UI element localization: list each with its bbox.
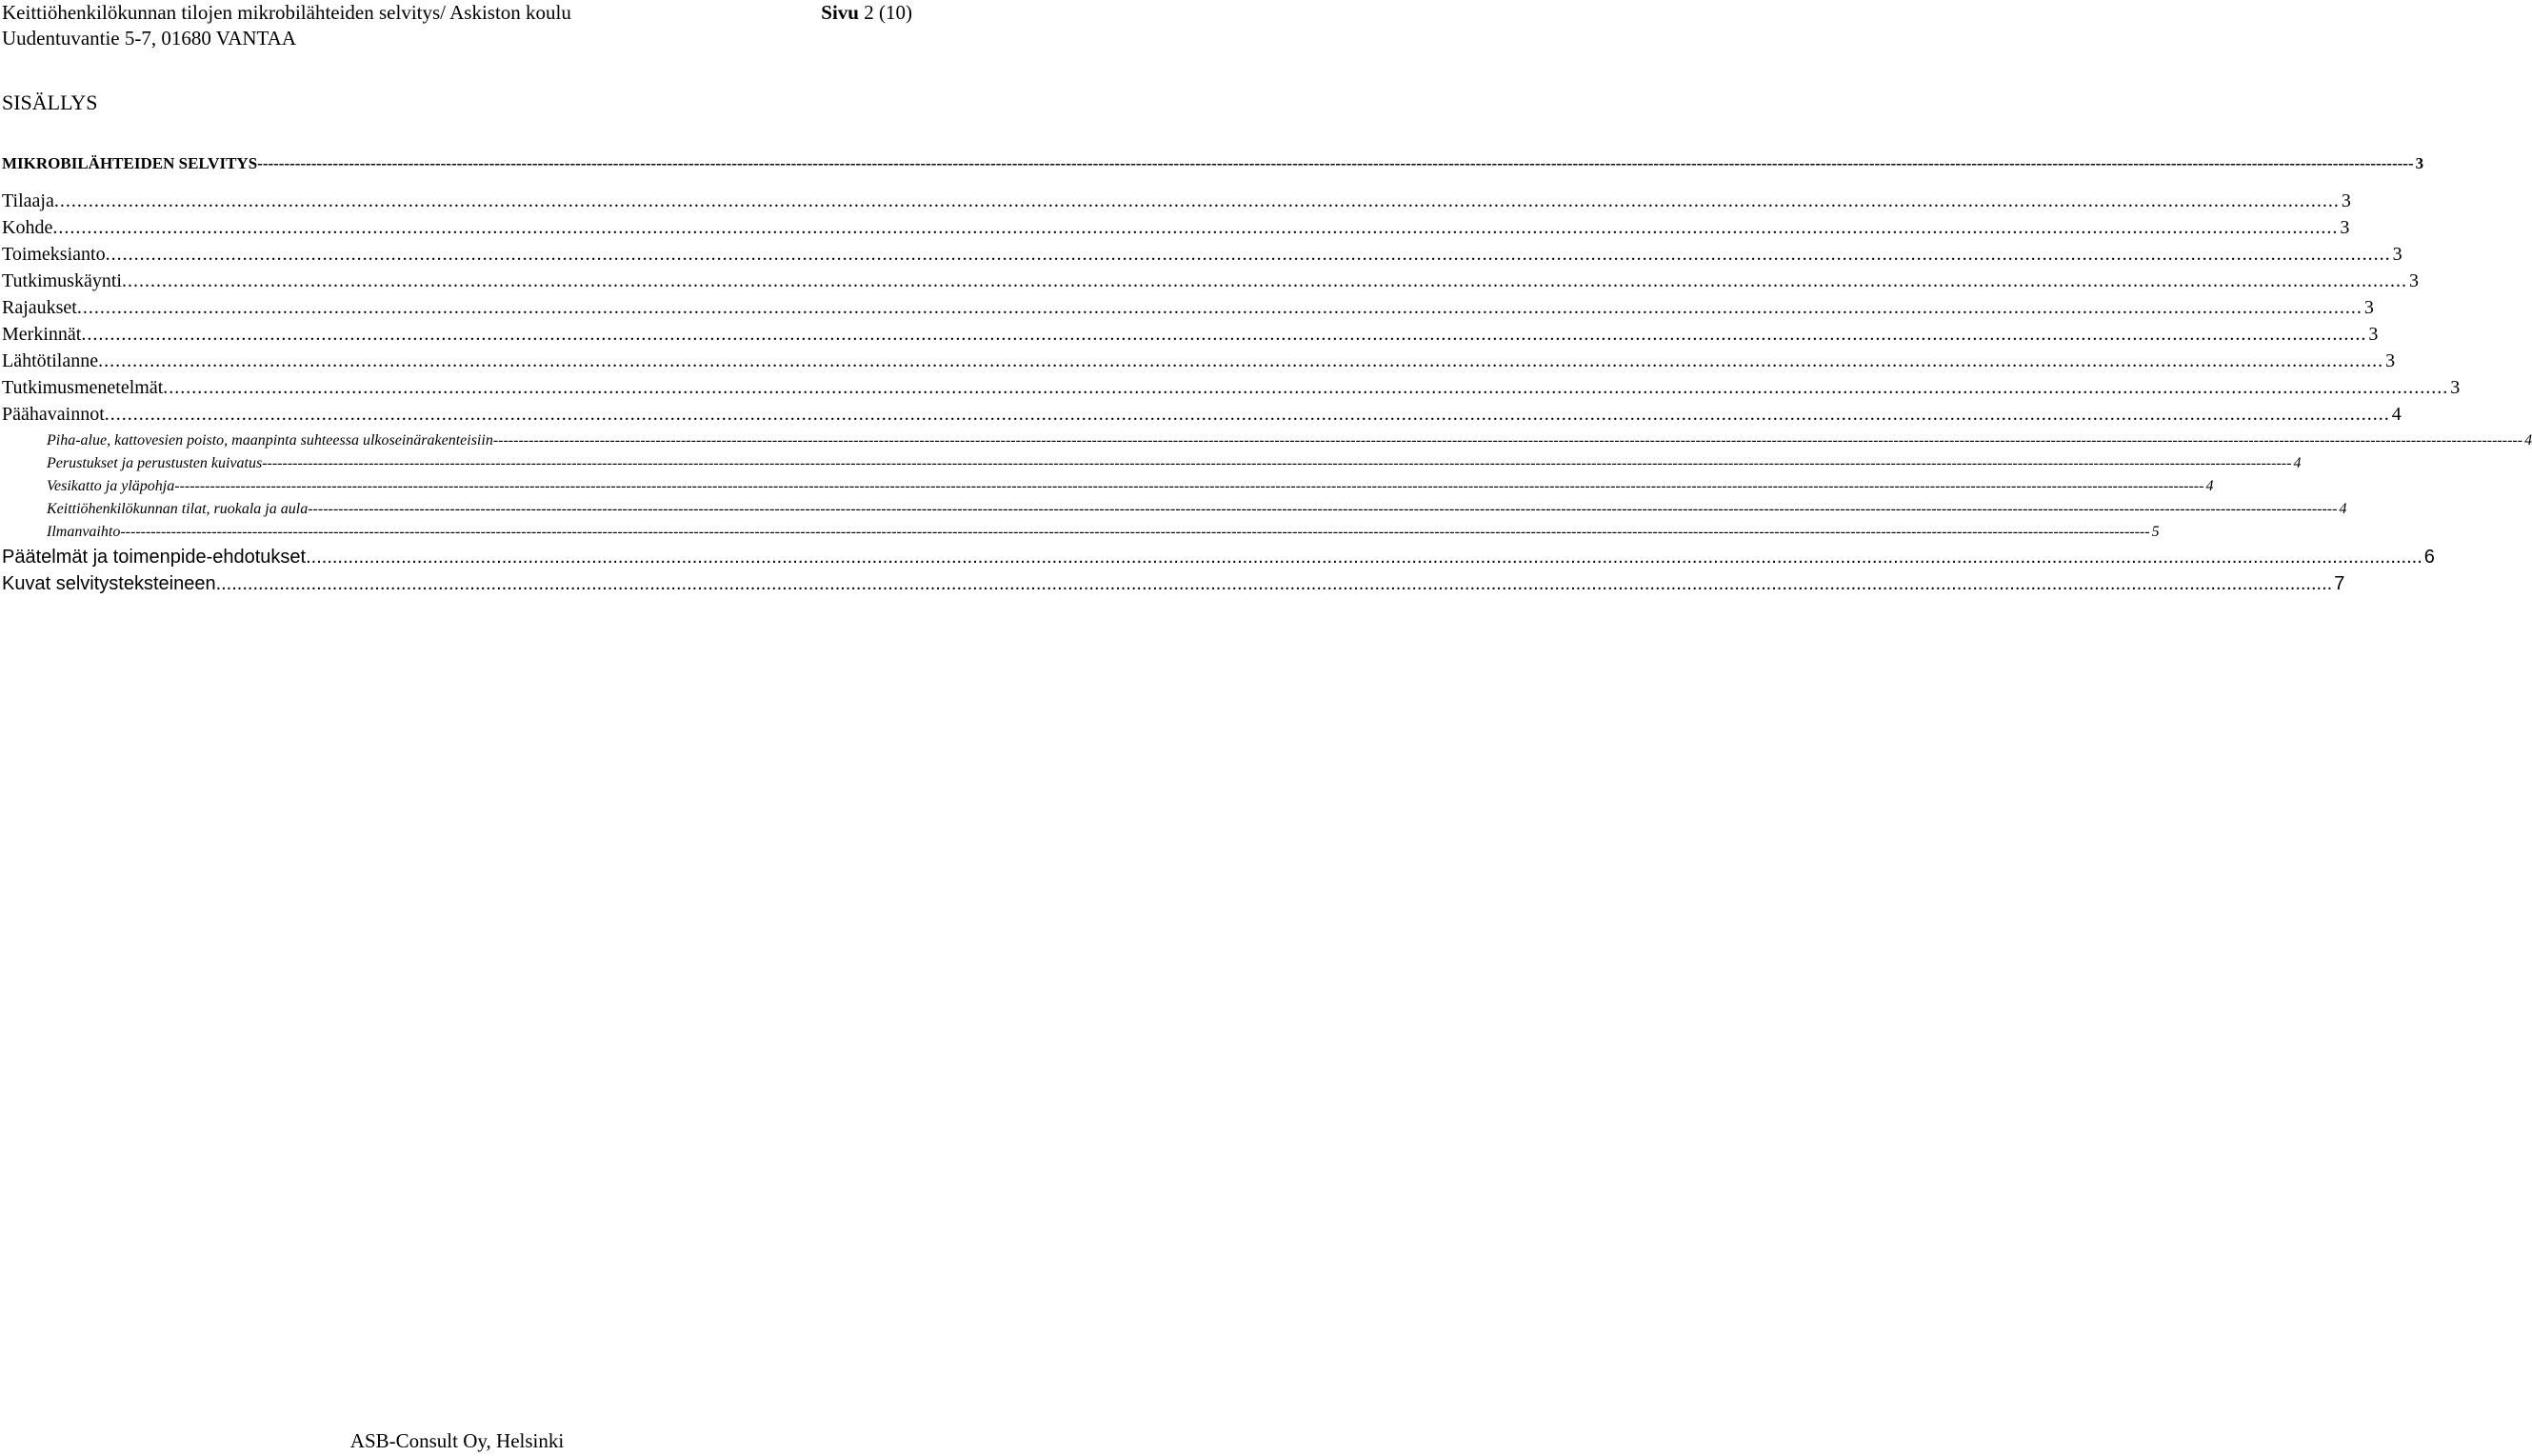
toc-entry-page: 4 xyxy=(2524,432,2532,449)
toc-entry-page: 3 xyxy=(2363,297,2374,318)
toc-entry-text: Päätelmät ja toimenpide-ehdotukset xyxy=(2,547,307,568)
toc-subentry[interactable] xyxy=(47,430,2532,450)
toc-leader: ---------------------------------------------------------------------------------------------------------------------------------------------------------------------------------------------------------------------------------------------------------------------------------------------------------------------------------------------------------------------------------------------------------------- xyxy=(492,432,2523,449)
toc-leader: ---------------------------------------------------------------------------------------------------------------------------------------------------------------------------------------------------------------------------------------------------------------------------------------------------------------------------------------------------------------------------------------------------------------- xyxy=(120,524,2150,540)
toc-entry-page: 4 xyxy=(2205,478,2214,494)
toc-leader: ................................................................................................................................................................................................................................................................................................................................................................................................................ xyxy=(215,573,2333,594)
toc-leader: ................................................................................................................................................................................................................................................................................................................................................................................................................ xyxy=(53,190,2340,211)
toc-entry[interactable] xyxy=(2,375,2461,400)
toc-subentry[interactable] xyxy=(47,453,2302,473)
toc-entry[interactable] xyxy=(2,571,2345,596)
page-number xyxy=(821,0,912,26)
toc-entry-text: Tutkimuskäynti xyxy=(2,270,122,291)
toc-entry-page: 5 xyxy=(2151,524,2160,540)
toc-leader: ---------------------------------------------------------------------------------------------------------------------------------------------------------------------------------------------------------------------------------------------------------------------------------------------------------------------------------------------------------------------------------------------------------------- xyxy=(257,154,2414,172)
toc-entry[interactable] xyxy=(2,349,2396,373)
toc-entry-text: Toimeksianto xyxy=(2,244,106,265)
toc-leader: ................................................................................................................................................................................................................................................................................................................................................................................................................ xyxy=(306,547,2422,568)
toc-entry-page: 3 xyxy=(2408,270,2419,291)
toc-leader: ---------------------------------------------------------------------------------------------------------------------------------------------------------------------------------------------------------------------------------------------------------------------------------------------------------------------------------------------------------------------------------------------------------------- xyxy=(308,501,2338,517)
toc-entry-text: Ilmanvaihto xyxy=(47,524,121,540)
toc-entry-page: 6 xyxy=(2423,547,2435,568)
toc-entry-page: 3 xyxy=(2340,217,2350,238)
footer-company: ASB-Consult Oy, Helsinki xyxy=(349,1429,565,1452)
toc-leader: ................................................................................................................................................................................................................................................................................................................................................................................................................ xyxy=(105,244,2391,265)
toc-leader: ---------------------------------------------------------------------------------------------------------------------------------------------------------------------------------------------------------------------------------------------------------------------------------------------------------------------------------------------------------------------------------------------------------------- xyxy=(262,455,2292,471)
toc-entry[interactable] xyxy=(2,295,2374,320)
toc-entry-text: Kohde xyxy=(2,217,53,238)
toc-leader: ................................................................................................................................................................................................................................................................................................................................................................................................................ xyxy=(121,270,2407,291)
toc-entry-text: Keittiöhenkilökunnan tilat, ruokala ja aula xyxy=(47,501,309,517)
toc-leader: ---------------------------------------------------------------------------------------------------------------------------------------------------------------------------------------------------------------------------------------------------------------------------------------------------------------------------------------------------------------------------------------------------------------- xyxy=(174,478,2204,494)
toc-entry[interactable] xyxy=(2,402,2402,427)
toc-subentry[interactable] xyxy=(47,522,2160,542)
toc-entry-page: 3 xyxy=(2392,244,2402,265)
toc-entry-page: 4 xyxy=(2391,404,2402,425)
toc-entry-page: 3 xyxy=(2450,377,2461,398)
toc-entry-text: Perustukset ja perustusten kuivatus xyxy=(47,455,263,471)
toc-leader: ................................................................................................................................................................................................................................................................................................................................................................................................................ xyxy=(76,297,2363,318)
toc-entry-text: Tilaaja xyxy=(2,190,54,211)
toc-entry-page: 3 xyxy=(2368,324,2379,345)
toc-entry[interactable] xyxy=(2,545,2435,569)
toc-title: SISÄLLYS xyxy=(2,90,98,114)
toc-entry-page: 7 xyxy=(2334,573,2345,594)
toc-entry-text: Tutkimusmenetelmät xyxy=(2,377,164,398)
toc-entry-page: 3 xyxy=(2385,350,2396,371)
toc-leader: ................................................................................................................................................................................................................................................................................................................................................................................................................ xyxy=(163,377,2449,398)
toc-leader: ................................................................................................................................................................................................................................................................................................................................................................................................................ xyxy=(52,217,2339,238)
toc-leader: ................................................................................................................................................................................................................................................................................................................................................................................................................ xyxy=(104,404,2390,425)
toc-entry[interactable] xyxy=(2,322,2379,347)
toc-subentry[interactable] xyxy=(47,499,2347,519)
toc-entry-text: MIKROBILÄHTEIDEN SELVITYS xyxy=(2,154,258,172)
toc-entry-page: 3 xyxy=(2341,190,2351,211)
page-number-value: 2 (10) xyxy=(864,1,912,24)
document-address: Uudentuvantie 5-7, 01680 VANTAA xyxy=(2,27,297,50)
toc-entry-text: Rajaukset xyxy=(2,297,77,318)
toc-leader: ................................................................................................................................................................................................................................................................................................................................................................................................................ xyxy=(81,324,2367,345)
toc-entry-text: Päähavainnot xyxy=(2,404,105,425)
toc-entry-text: Vesikatto ja yläpohja xyxy=(47,478,175,494)
toc-entry-text: Lähtötilanne xyxy=(2,350,99,371)
toc-leader: ................................................................................................................................................................................................................................................................................................................................................................................................................ xyxy=(98,350,2384,371)
toc-entry-text: Piha-alue, kattovesien poisto, maanpinta suhteessa ulkoseinärakenteisiin xyxy=(47,432,493,449)
toc-entry[interactable] xyxy=(2,215,2350,240)
toc-entry[interactable] xyxy=(2,269,2419,293)
toc-subentry[interactable] xyxy=(47,476,2214,496)
toc-section-heading[interactable] xyxy=(2,153,2424,174)
page-number-label: Sivu xyxy=(821,1,859,24)
toc-entry[interactable] xyxy=(2,242,2402,267)
document-header xyxy=(2,0,571,51)
toc-entry-page: 3 xyxy=(2415,154,2424,172)
toc-entry-text: Merkinnät xyxy=(2,324,82,345)
toc-entry-page: 4 xyxy=(2339,501,2347,517)
toc-entry-text: Kuvat selvitysteksteineen xyxy=(2,573,216,594)
toc-entry[interactable] xyxy=(2,189,2351,213)
toc-entry-page: 4 xyxy=(2293,455,2302,471)
document-title: Keittiöhenkilökunnan tilojen mikrobilähteiden selvitys/ Askiston koulu xyxy=(2,1,571,24)
